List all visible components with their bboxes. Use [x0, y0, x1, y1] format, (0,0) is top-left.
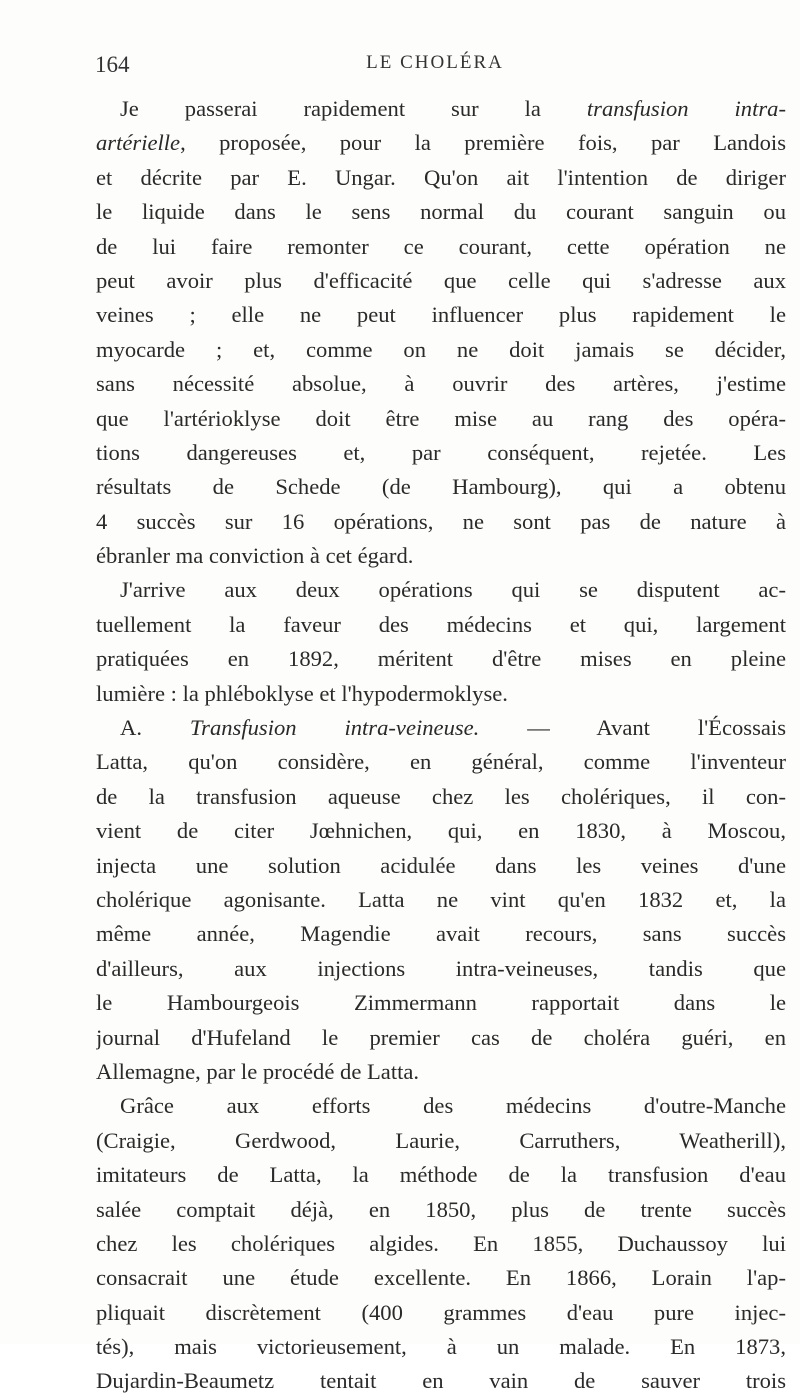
text-segment: consacrait une étude excellente. En 1866, Lorain l'ap-	[96, 1265, 786, 1291]
paragraph	[96, 711, 786, 1089]
text-segment: peut avoir plus d'efficacité que celle qui s'adresse aux	[96, 267, 786, 293]
text-segment: pliquait discrètement (400 grammes d'eau pure injec-	[96, 1299, 786, 1325]
text-segment: même année, Magendie avait recours, sans succès	[96, 921, 786, 947]
text-line	[96, 126, 786, 160]
text-segment: vient de citer Jœhnichen, qui, en 1830, à Moscou,	[96, 818, 786, 844]
text-line	[96, 298, 786, 332]
text-segment: chez les cholériques algides. En 1855, Duchaussoy lui	[96, 1230, 786, 1256]
text-line	[96, 367, 786, 401]
text-line	[96, 986, 786, 1020]
text-line	[96, 1227, 786, 1261]
text-segment: 4 succès sur 16 opérations, ne sont pas de nature à	[96, 508, 786, 534]
text-line	[96, 608, 786, 642]
text-line	[96, 677, 786, 711]
text-segment: Allemagne, par le procédé de Latta.	[96, 1058, 420, 1084]
text-line	[96, 402, 786, 436]
text-segment: A.	[120, 715, 190, 741]
text-segment: lumière : la phléboklyse et l'hypodermoklyse.	[96, 680, 508, 706]
page-number: 164	[95, 52, 130, 77]
text-line	[96, 1193, 786, 1227]
text-segment: tions dangereuses et, par conséquent, rejetée. Les	[96, 439, 786, 465]
text-line	[96, 1364, 786, 1398]
text-segment: — Avant l'Écossais	[479, 715, 786, 741]
text-line	[96, 814, 786, 848]
text-line	[96, 1089, 786, 1123]
text-segment: que l'artérioklyse doit être mise au rang des opéra-	[96, 405, 786, 431]
text-line	[96, 1021, 786, 1055]
text-line	[96, 470, 786, 504]
italic-text: transfusion intra-	[586, 96, 786, 121]
text-segment: de lui faire remonter ce courant, cette opération ne	[96, 233, 786, 259]
text-line	[96, 1330, 786, 1364]
text-segment: et décrite par E. Ungar. Qu'on ait l'intention de diriger	[96, 164, 786, 190]
text-segment: Je passerai rapidement sur la	[120, 96, 587, 121]
text-segment: injecta une solution acidulée dans les veines d'une	[96, 852, 786, 878]
text-line	[96, 92, 786, 126]
text-segment: , proposée, pour la première fois, par Landois	[180, 130, 786, 156]
text-segment: résultats de Schede (de Hambourg), qui a obtenu	[96, 474, 786, 500]
text-line	[96, 711, 786, 745]
text-segment: d'ailleurs, aux injections intra-veineuses, tandis que	[96, 955, 786, 981]
text-segment: myocarde ; et, comme on ne doit jamais se décider,	[96, 336, 786, 362]
text-segment: Latta, qu'on considère, en général, comme l'inventeur	[96, 749, 786, 775]
text-line	[96, 849, 786, 883]
text-line	[96, 1055, 786, 1089]
text-line	[96, 1124, 786, 1158]
page-header	[95, 52, 775, 82]
text-segment: Grâce aux efforts des médecins d'outre-Manche	[120, 1093, 786, 1119]
text-line	[96, 573, 786, 607]
text-segment: sans nécessité absolue, à ouvrir des artères, j'estime	[96, 371, 786, 397]
text-segment: pratiquées en 1892, méritent d'être mises en pleine	[96, 646, 786, 672]
running-title: LE CHOLÉRA	[366, 52, 504, 73]
text-segment: le liquide dans le sens normal du courant sanguin ou	[96, 199, 786, 225]
text-segment: J'arrive aux deux opérations qui se disputent ac-	[120, 577, 786, 603]
text-line	[96, 917, 786, 951]
italic-text: Transfusion intra-veineuse.	[189, 715, 480, 741]
text-line	[96, 1158, 786, 1192]
text-segment: le Hambourgeois Zimmermann rapportait dans le	[96, 990, 786, 1016]
paragraph	[96, 573, 786, 711]
text-line	[96, 883, 786, 917]
text-segment: journal d'Hufeland le premier cas de choléra guéri, en	[96, 1024, 786, 1050]
paragraph	[96, 1089, 786, 1399]
text-line	[96, 436, 786, 470]
text-line	[96, 745, 786, 779]
paragraph	[96, 92, 786, 573]
text-segment: (Craigie, Gerdwood, Laurie, Carruthers, Weatherill),	[96, 1127, 786, 1153]
text-line	[96, 264, 786, 298]
text-line	[96, 1296, 786, 1330]
text-line	[96, 952, 786, 986]
italic-text: artérielle	[96, 130, 181, 156]
text-segment: imitateurs de Latta, la méthode de la transfusion d'eau	[96, 1162, 786, 1188]
text-segment: de la transfusion aqueuse chez les cholériques, il con-	[96, 783, 786, 809]
text-segment: ébranler ma conviction à cet égard.	[96, 543, 414, 569]
text-line	[96, 505, 786, 539]
text-line	[96, 539, 786, 573]
text-segment: salée comptait déjà, en 1850, plus de trente succès	[96, 1196, 786, 1222]
text-line	[96, 1261, 786, 1295]
text-segment: cholérique agonisante. Latta ne vint qu'en 1832 et, la	[96, 886, 786, 912]
text-segment: tés), mais victorieusement, à un malade. En 1873,	[96, 1334, 786, 1360]
text-line	[96, 195, 786, 229]
text-line	[96, 230, 786, 264]
text-line	[96, 161, 786, 195]
text-line	[96, 333, 786, 367]
body-text	[96, 92, 786, 1399]
text-line	[96, 642, 786, 676]
text-segment: Dujardin-Beaumetz tentait en vain de sauver trois	[96, 1368, 786, 1394]
text-line	[96, 780, 786, 814]
text-segment: veines ; elle ne peut influencer plus rapidement le	[96, 302, 786, 328]
text-segment: tuellement la faveur des médecins et qui, largement	[96, 611, 786, 637]
